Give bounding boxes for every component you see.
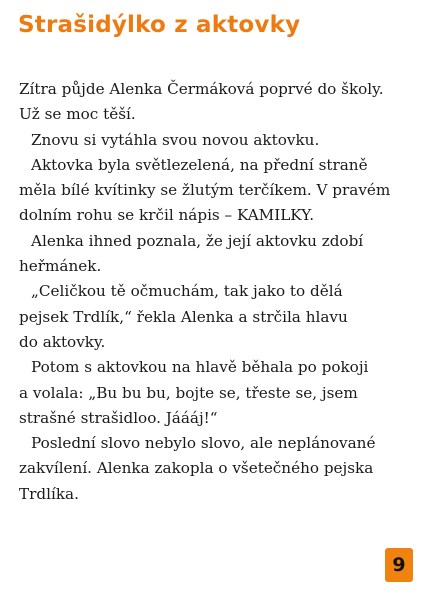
text-line: Zítra půjde Alenka Čermáková poprvé do školy. [19,80,384,98]
text-line: Už se moc těší. [19,105,136,124]
chapter-title: Strašidýlko z aktovky [18,12,301,38]
text-line: Znovu si vytáhla svou novou aktovku. [31,130,320,149]
text-line: heřmánek. [19,257,102,276]
text-line: strašné strašidloo. Jáááj!“ [19,408,218,427]
text-line: a volala: „Bu bu bu, bojte se, třeste se, jsem [19,383,358,402]
text-line: Potom s aktovkou na hlavě běhala po pokoji [31,358,369,377]
text-line: Alenka ihned poznala, že její aktovku zdobí [31,231,364,250]
text-line: zakvílení. Alenka zakopla o všetečného pejska [19,459,374,478]
text-line: Poslední slovo nebylo slovo, ale neplánované [31,434,376,453]
text-line: dolním rohu se krčil nápis – KAMILKY. [19,206,315,225]
text-line: pejsek Trdlík,“ řekla Alenka a strčila hlavu [19,307,348,326]
story-text [19,77,419,507]
text-line: „Celičkou tě očmuchám, tak jako to dělá [31,282,343,301]
text-line: Aktovka byla světlezelená, na přední straně [31,155,368,174]
page-number: 9 [392,554,406,576]
page-number-badge [385,548,413,582]
text-line: Trdlíka. [19,484,79,503]
text-line: měla bílé kvítinky se žlutým terčíkem. V pravém [19,181,391,200]
text-line: do aktovky. [19,332,106,351]
